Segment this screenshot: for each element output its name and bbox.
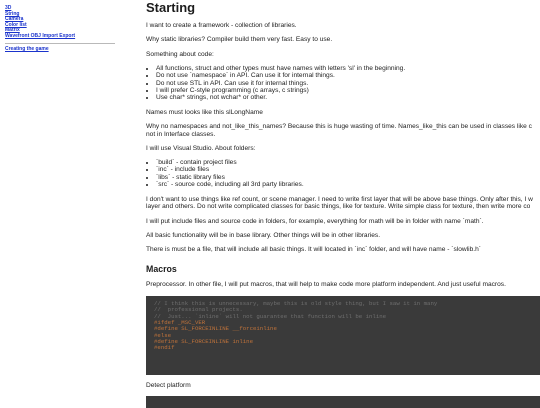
sidebar-link-camera[interactable]: Camera [5, 16, 24, 23]
list-item: • `build` - contain project files [156, 159, 540, 166]
list-item: • Do not use STL in API. Can use it for internal things. [156, 80, 540, 87]
code-block [146, 296, 540, 375]
layers-line-1: I don't want to use things like ref count, or scene manager. I need to write first layer that will be above base things. Only after this, I w [146, 195, 533, 203]
sidebar-link-creating-the-game[interactable]: Creating the game [5, 45, 49, 52]
code-comment: // Just... `inline` will not guarantee that function will be inline [154, 312, 387, 320]
namespaces-paragraph [146, 123, 540, 138]
list-item: • I will prefer C-style programming (c arrays, c strings) [156, 87, 540, 94]
article [146, 0, 540, 405]
sidebar-link-matrix[interactable]: Matrix [5, 27, 20, 34]
detect-platform-paragraph: Detect platform [146, 382, 191, 390]
sidebar-link-wavefront-obj[interactable]: Wavefront OBJ Import Export [5, 32, 76, 39]
sidebar-link-string[interactable]: String [5, 10, 20, 17]
sidebar-nav [5, 6, 135, 52]
preprocessor-paragraph: Preprocessor. In other file, I will put macros, that will help to make code more platform independent. And just useful macros. [146, 280, 506, 288]
code-comment: // professional projects. [154, 306, 243, 314]
code-rules-list [146, 65, 540, 102]
code-directive: #ifdef _MSC_VER [154, 319, 206, 327]
code-directive: #else [154, 331, 172, 339]
list-item: • `libs` - static library files [156, 174, 540, 181]
list-item: • `inc` - include files [156, 166, 540, 173]
code-rules-intro: Something about code: [146, 50, 214, 58]
list-item: • Use char* strings, not wchar* or other. [156, 94, 540, 101]
code-block-platform [146, 396, 540, 408]
base-library-paragraph: All basic functionality will be in base library. Other things will be in other libraries. [146, 231, 381, 239]
list-item: • All functions, struct and other types must have names with letters 'sl' in the beginning. [156, 65, 540, 72]
main-header-paragraph: There is must be a file, that will include all basic things. It will located in `inc` folder, and will have name - `slowlib.h` [146, 246, 481, 254]
sidebar-divider [5, 43, 115, 44]
layers-line-2: layer and others. Do not write complicated classes for basic things, like for texture. Write simple class for texture, then write more co [146, 203, 531, 211]
naming-paragraph: Names must looks like this slLongName [146, 108, 263, 116]
intro-paragraph: I want to create a framework - collection of libraries. [146, 22, 297, 29]
namespaces-line-1: Why no namespaces and not_like_this_names? Because this is huge wasting of time. Names_like_this can be used in classes like c [146, 123, 532, 131]
static-libraries-paragraph: Why static libraries? Compiler build them very fast. Easy to use. [146, 36, 333, 44]
code-directive: #define SL_FORCEINLINE __forceinline [154, 325, 277, 333]
list-item: • Do not use `namespace` in API. Can use it for internal things. [156, 72, 540, 79]
code-directive: #endif [154, 344, 175, 352]
sidebar-link-3d[interactable]: 3D [5, 5, 12, 11]
page-title: Starting [146, 0, 196, 15]
sidebar-link-color-list[interactable]: Color list [5, 21, 27, 28]
list-item: • `src` - source code, including all 3rd party libraries. [156, 181, 540, 188]
code-comment: // I think this is unnecessary, maybe this is old style thing, but I saw it in many [154, 300, 438, 308]
folders-paragraph: I will put include files and source code in folders, for example, everything for math will be in folder with name `math`. [146, 217, 484, 225]
layers-paragraph [146, 196, 540, 211]
folders-intro: I will use Visual Studio. About folders: [146, 145, 256, 153]
macros-heading: Macros [146, 263, 177, 274]
folders-list [146, 159, 540, 189]
code-directive: #define SL_FORCEINLINE inline [154, 337, 253, 345]
namespaces-line-2: not in Interface classes. [146, 130, 216, 138]
